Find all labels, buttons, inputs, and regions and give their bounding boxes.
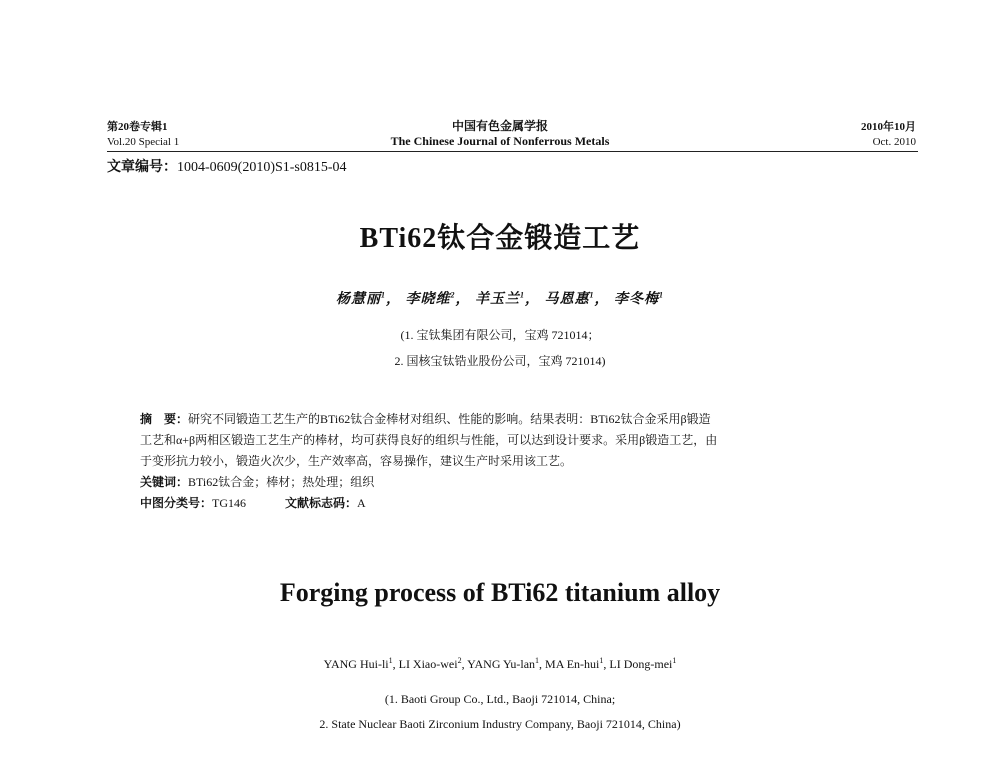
author-en: LI Dong-mei xyxy=(609,657,673,671)
author-en: YANG Yu-lan xyxy=(467,657,536,671)
classification-label: 中图分类号： xyxy=(140,496,213,510)
doc-code-label: 文献标志码： xyxy=(285,496,358,510)
author-cn: 李冬梅 xyxy=(614,292,659,307)
abstract-line-2: 工艺和α+β两相区锻造工艺生产的棒材，均可获得良好的组织与性能，可以达到设计要求。采用β锻造工艺，由 xyxy=(140,433,718,447)
doc-code-value: A xyxy=(357,496,366,510)
article-id-value: 1004-0609(2010)S1-s0815-04 xyxy=(177,160,347,175)
date-en: Oct. 2010 xyxy=(872,136,916,148)
author-cn: 杨慧丽 xyxy=(336,292,381,307)
volume-cn: 第20卷专辑1 xyxy=(107,121,168,133)
journal-title-cn: 中国有色金属学报 xyxy=(451,119,548,133)
affiliation-en-1: (1. Baoti Group Co., Ltd., Baoji 721014, China; xyxy=(384,692,616,706)
classification-row xyxy=(140,493,910,514)
article-id-label: 文章编号： xyxy=(107,160,177,175)
keywords-value: BTi62钛合金；棒材；热处理；组织 xyxy=(188,475,375,489)
title-cn: BTi62钛合金锻造工艺 xyxy=(359,223,641,254)
author-cn: 羊玉兰 xyxy=(475,292,520,307)
abstract-cn xyxy=(140,409,910,514)
author-cn: 马恩惠 xyxy=(544,292,590,307)
abstract-line-1: 摘 要：研究不同锻造工艺生产的BTi62钛合金棒材对组织、性能的影响。结果表明：BTi62钛合金采用β锻造 xyxy=(140,412,711,426)
article-id xyxy=(107,156,347,176)
header-rule xyxy=(107,151,918,152)
author-cn: 李晓维 xyxy=(405,292,451,307)
title-en: Forging process of BTi62 titanium alloy xyxy=(279,578,721,607)
journal-title-en: The Chinese Journal of Nonferrous Metals xyxy=(390,134,610,148)
authors-cn: 杨慧丽$^1$， 李晓维$^2$， 羊玉兰$^1$， 马恩惠$^1$， 李冬梅$^1$ xyxy=(336,290,664,307)
abstract-label: 摘 要： xyxy=(140,412,189,426)
author-en: YANG Hui-li xyxy=(323,657,389,671)
abstract-line-3: 于变形抗力较小，锻造火次少，生产效率高，容易操作，建议生产时采用该工艺。 xyxy=(140,454,573,468)
volume-en: Vol.20 Special 1 xyxy=(107,136,180,148)
author-en: LI Xiao-wei xyxy=(398,657,458,671)
keywords-label: 关键词： xyxy=(140,475,189,489)
author-en: MA En-hui xyxy=(545,657,600,671)
classification-value: TG146 xyxy=(212,496,247,510)
affiliation-cn-1: (1. 宝钛集团有限公司，宝鸡 721014； xyxy=(400,328,600,342)
authors-en: YANG Hui-$li^1$, LI Xiao-wei$^2$, YANG Yu-lan$^1$, MA En-hui$^1$, LI Dong-mei$^1$ xyxy=(323,656,677,671)
date-cn: 2010年10月 xyxy=(861,121,916,133)
keywords-cn xyxy=(140,472,910,493)
affiliation-en-2: 2. State Nuclear Baoti Zirconium Industry Company, Baoji 721014, China) xyxy=(319,717,681,731)
affiliation-cn-2: 2. 国核宝钛锆业股份公司，宝鸡 721014) xyxy=(394,354,606,368)
